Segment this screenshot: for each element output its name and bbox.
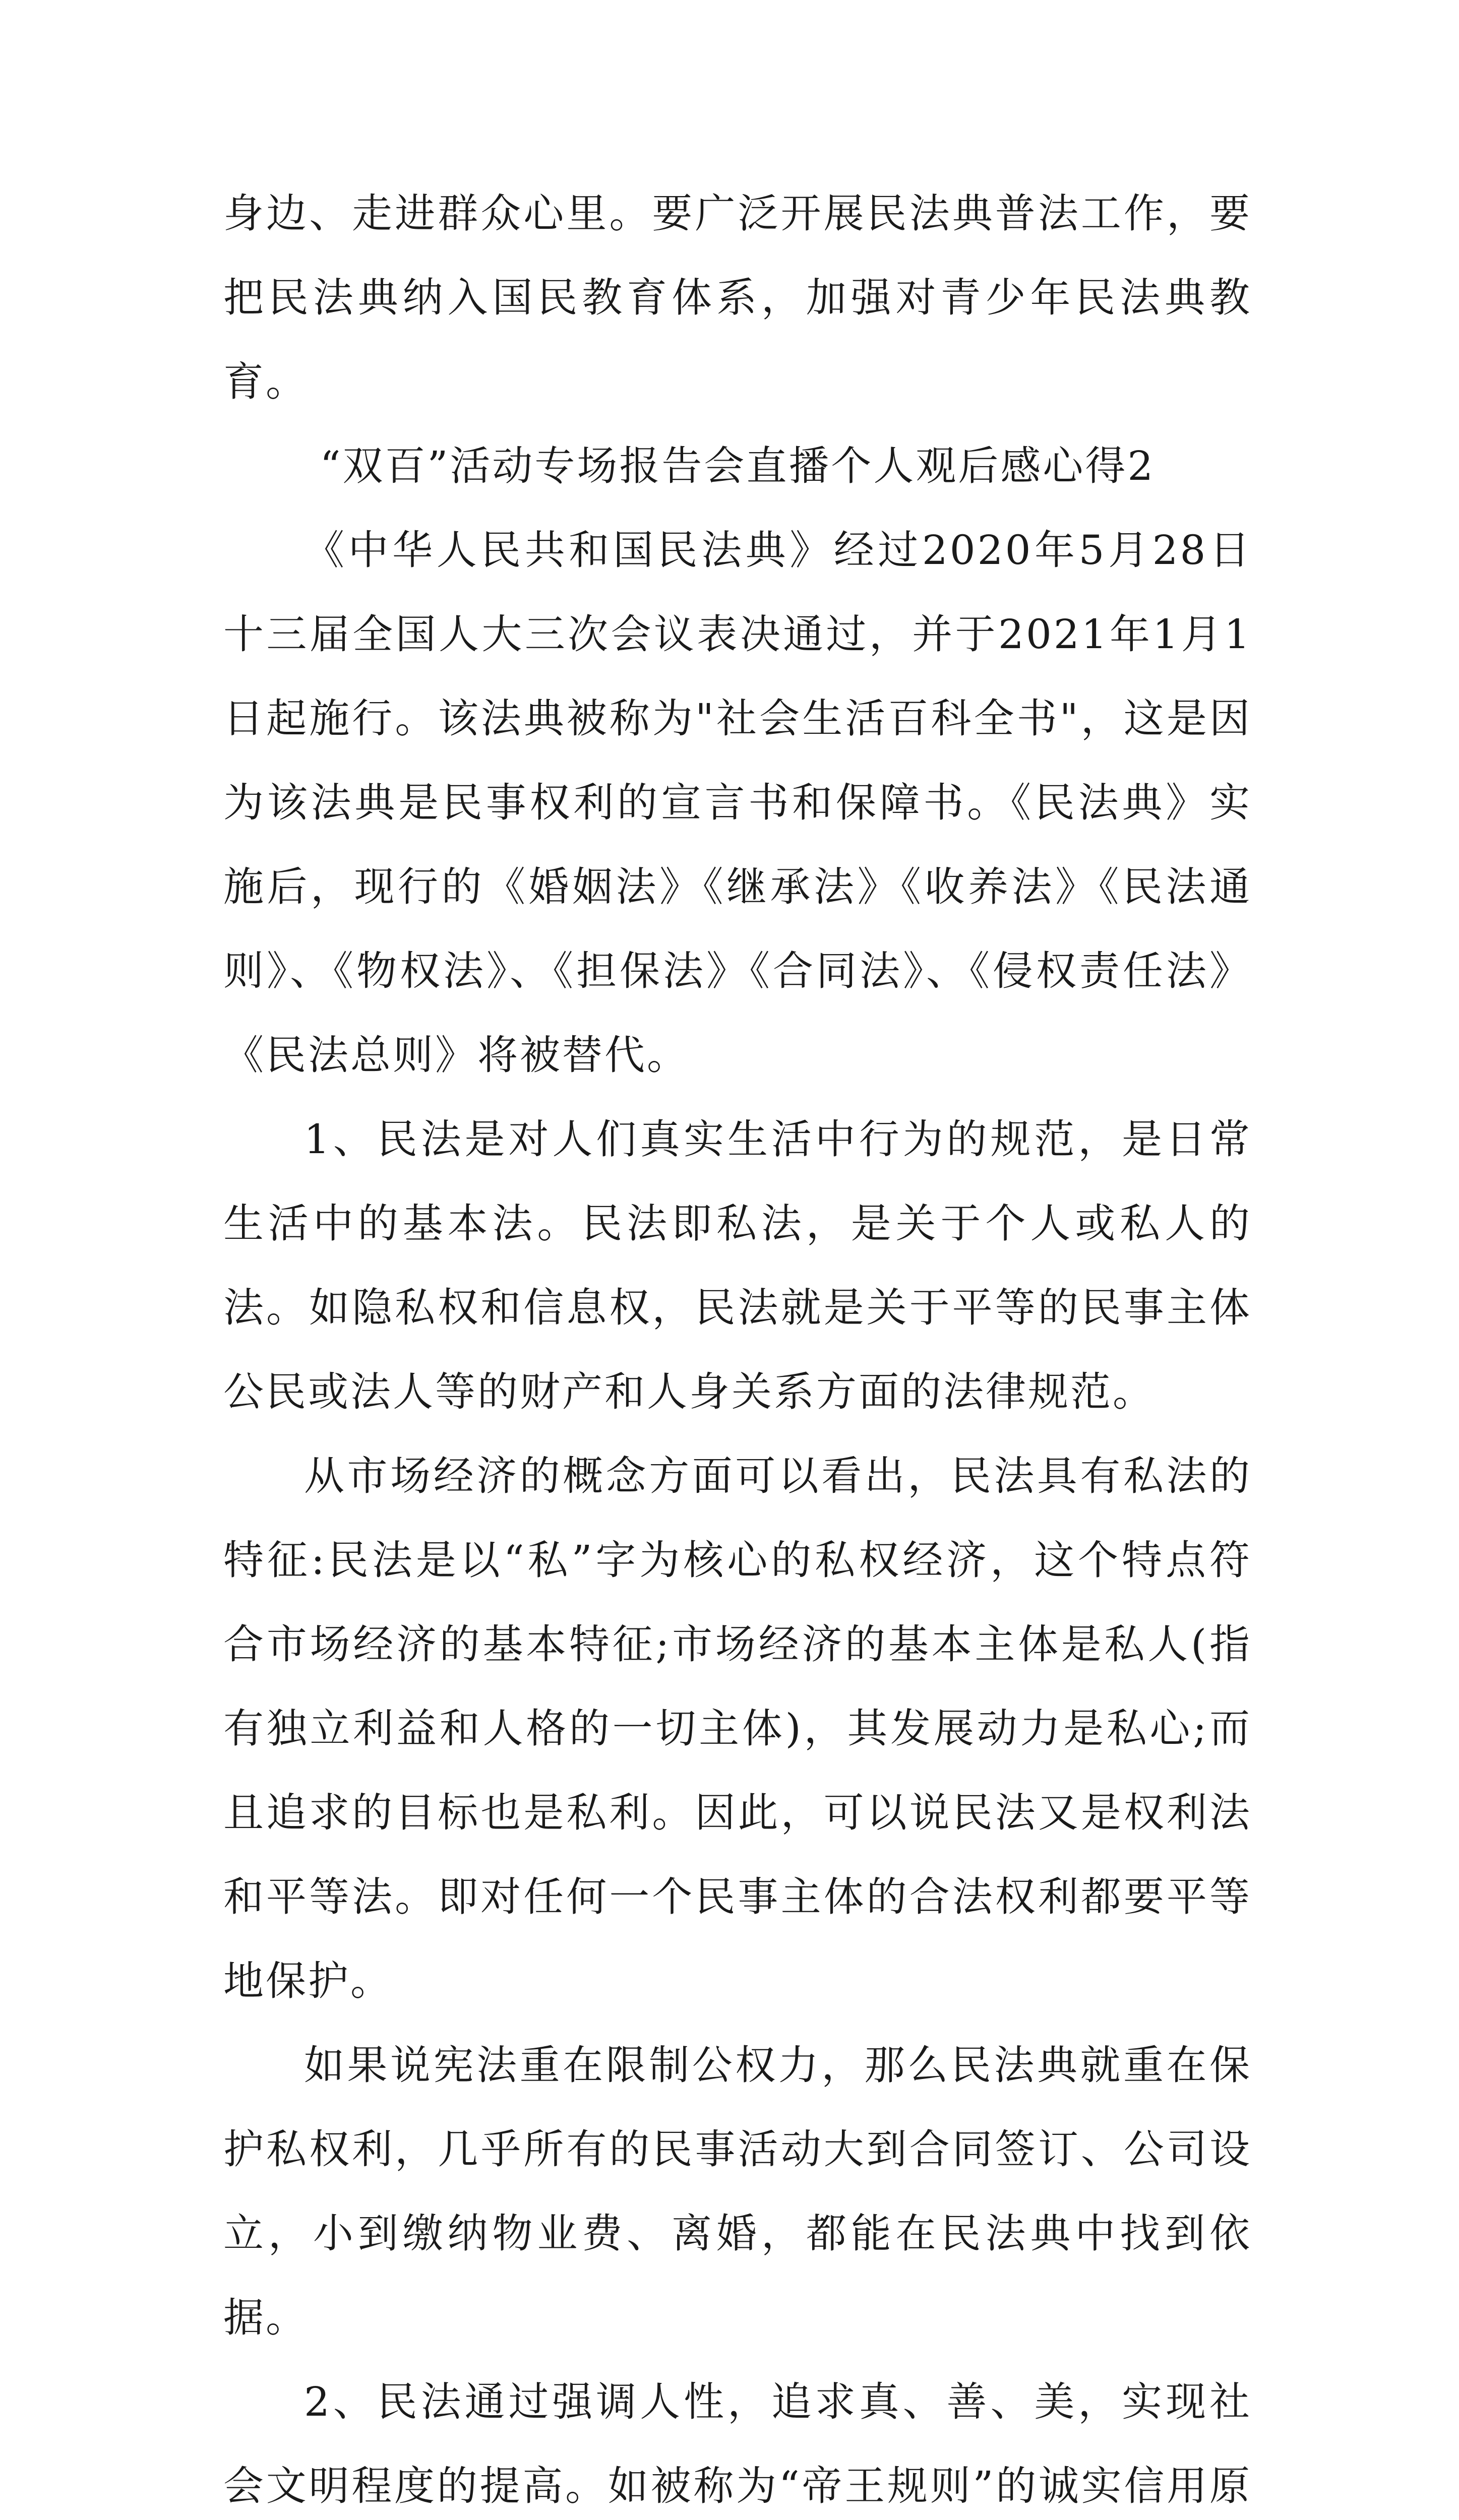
paragraph-market-economy: 从市场经济的概念方面可以看出，民法具有私法的特征:民法是以“私”字为核心的私权经济，这个特点符合市场经济的基本特征;市场经济的基本主体是私人(指有独立利益和人格的一切主体)，其发展动力是私心;而且追求的目标也是私利。因此，可以说民法又是权利法和平等法。即对任何一个民事主体的合法权利都要平等地保护。	[223, 1453, 1252, 2004]
paragraph-point-2: 2、民法通过强调人性，追求真、善、美，实现社会文明程度的提高。如被称为“帝王规则”的诚实信用原	[223, 2378, 1252, 2509]
paragraph-point-1: 1、民法是对人们真实生活中行为的规范，是日常生活中的基本法。民法即私法，是关于个人或私人的法。如隐私权和信息权，民法就是关于平等的民事主体公民或法人等的财产和人身关系方面的法律规范。	[223, 1116, 1252, 1415]
paragraph-civil-code-intro: 《中华人民共和国民法典》经过2020年5月28日十三届全国人大三次会议表决通过，并于2021年1月1日起施行。该法典被称为"社会生活百科全书"，这是因为该法典是民事权利的宣言书和保障书。《民法典》实施后，现行的《婚姻法》《继承法》《收养法》《民法通则》、《物权法》、《担保法》《合同法》、《侵权责任法》《民法总则》将被替代。	[223, 527, 1252, 1079]
section-heading: “双百”活动专场报告会直播个人观后感心得2	[320, 443, 1156, 489]
document-body	[223, 171, 1252, 2520]
paragraph-private-rights: 如果说宪法重在限制公权力，那么民法典就重在保护私权利，几乎所有的民事活动大到合同签订、公司设立，小到缴纳物业费、离婚，都能在民法典中找到依据。	[223, 2042, 1252, 2341]
paragraph-continuation: 身边、走进群众心里。要广泛开展民法典普法工作，要把民法典纳入国民教育体系，加强对青少年民法典教育。	[223, 190, 1252, 405]
